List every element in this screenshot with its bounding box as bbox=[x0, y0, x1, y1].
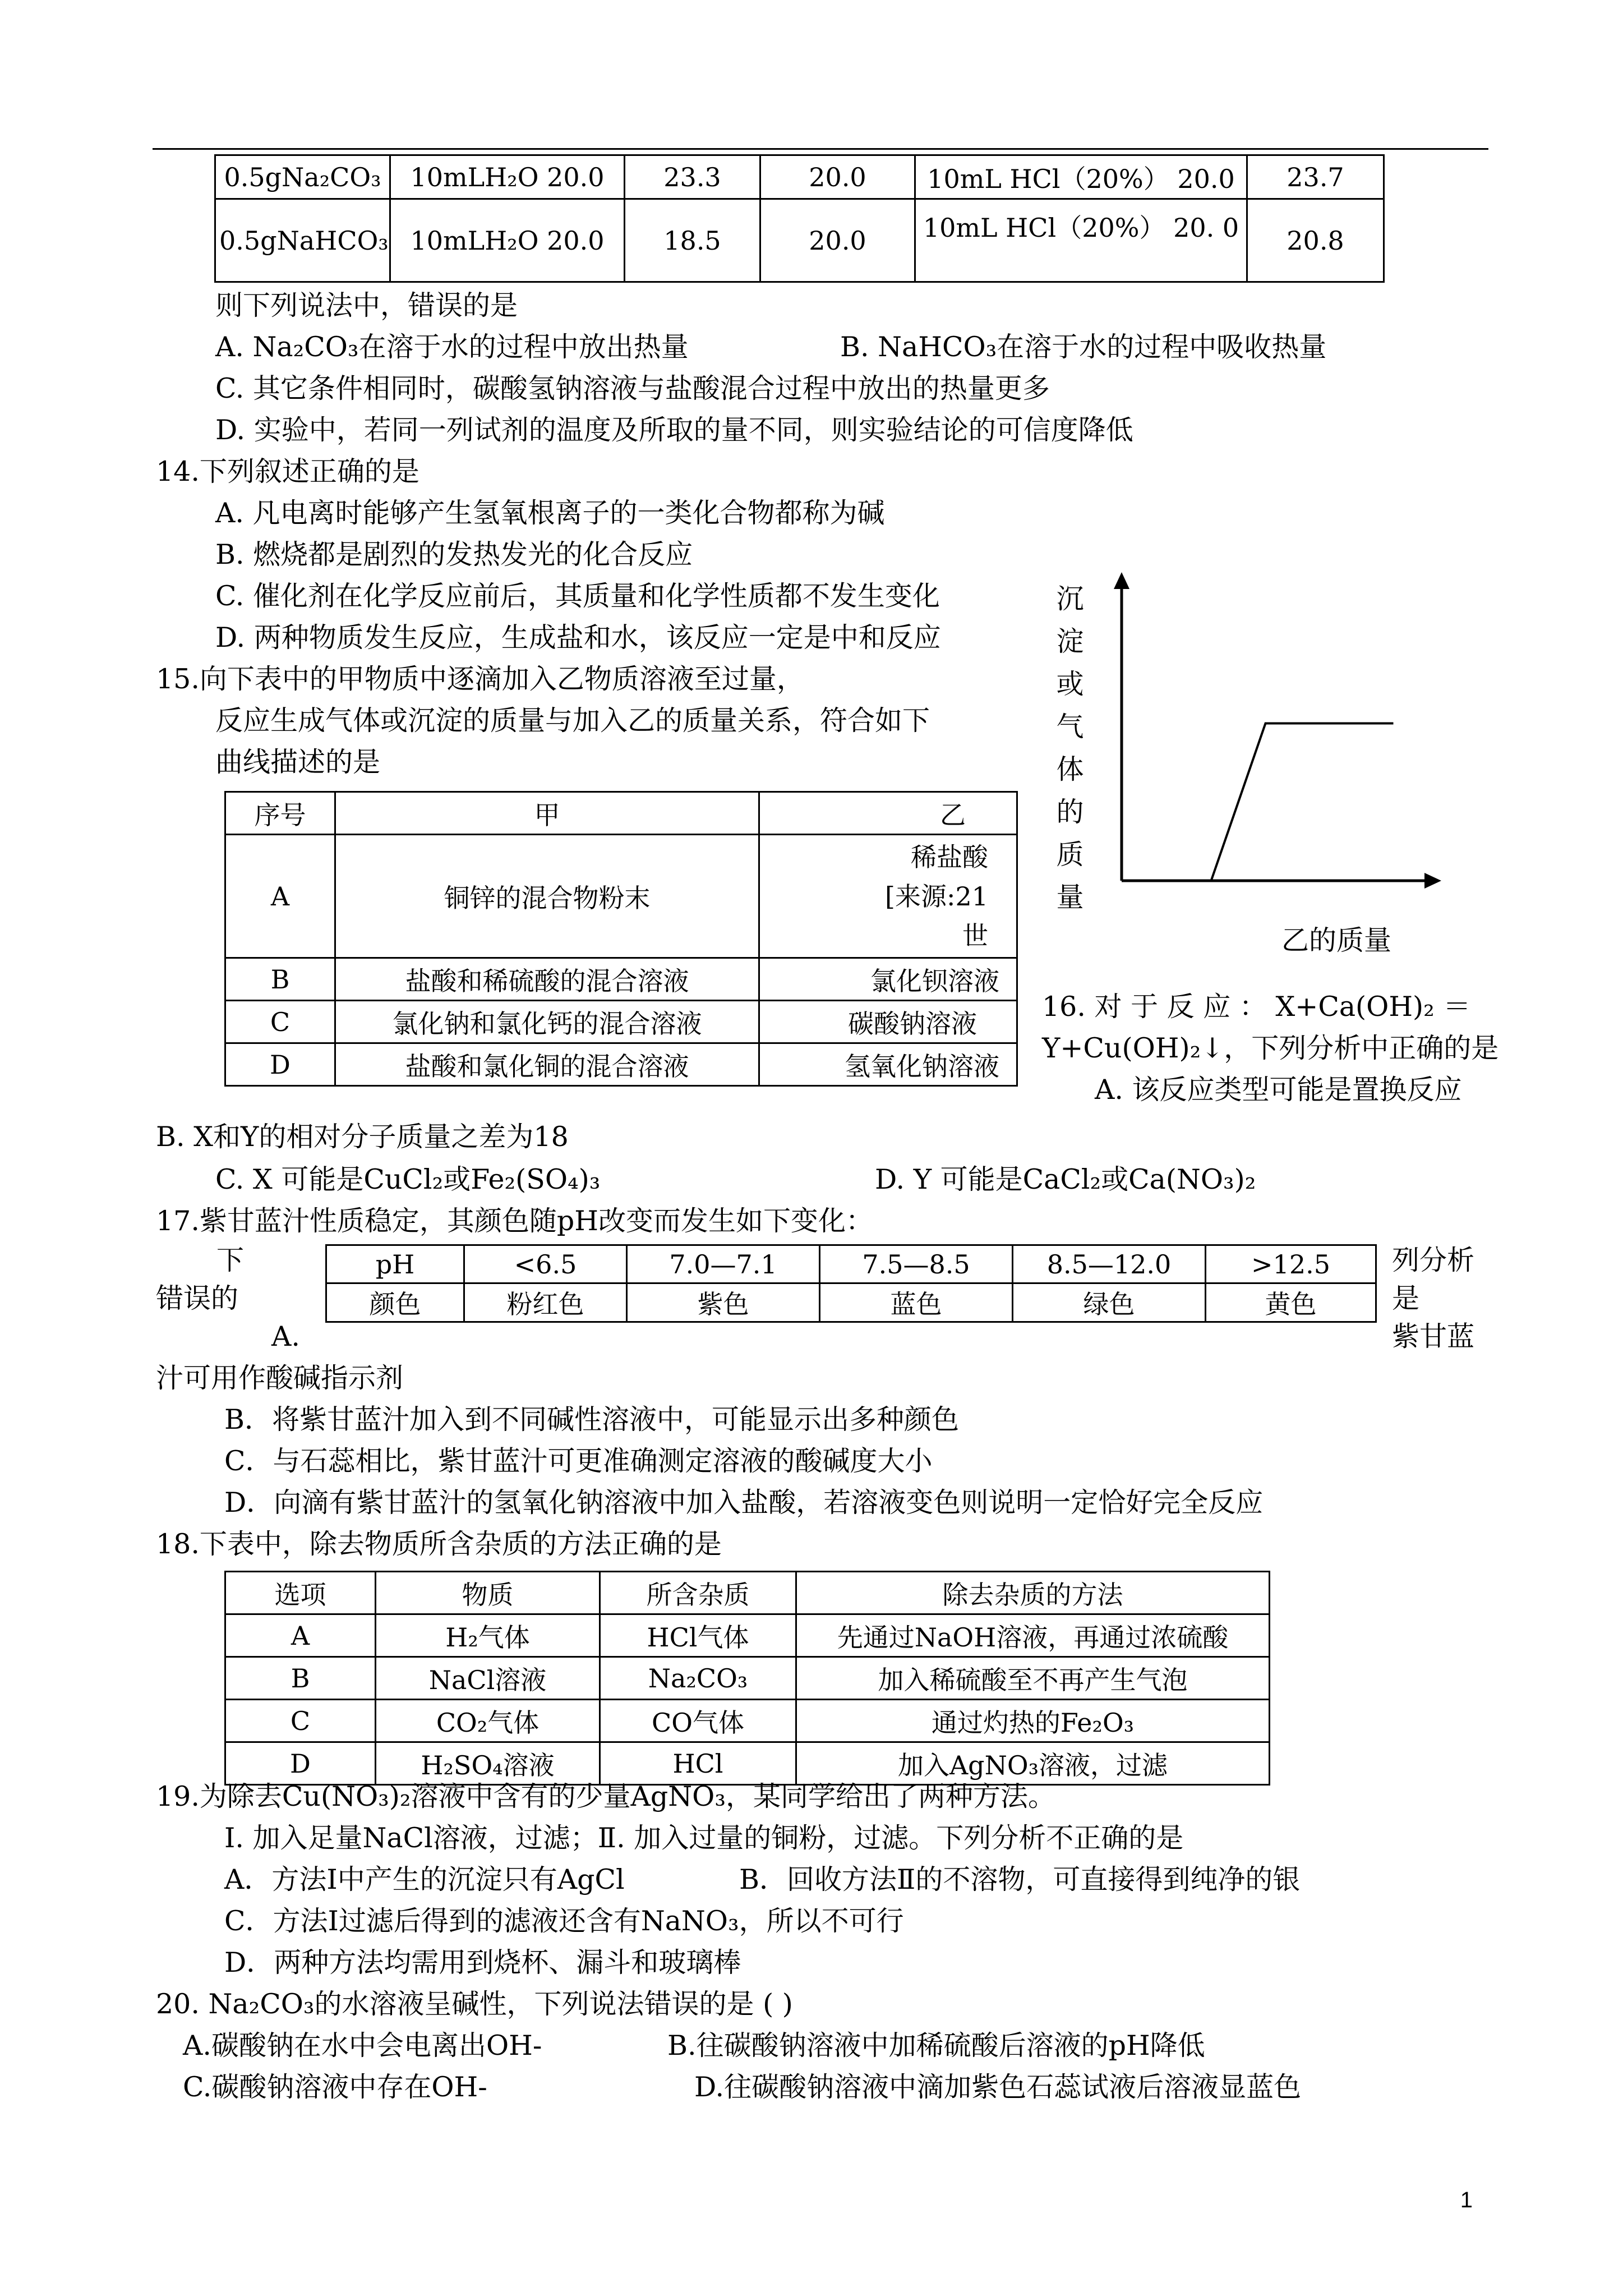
table-cell: B bbox=[225, 958, 335, 1001]
table-row bbox=[225, 1614, 1270, 1657]
table-cell: 20.0 bbox=[760, 155, 915, 199]
q16-line1: 16. 对 于 反 应 ： X+Ca(OH)₂ ＝ bbox=[1042, 991, 1471, 1023]
table-cell: <6.5 bbox=[464, 1245, 627, 1283]
q14-option-c: C. 催化剂在化学反应前后，其质量和化学性质都不发生变化 bbox=[215, 580, 940, 612]
table-row bbox=[326, 1283, 1376, 1322]
q20-stem: 20. Na₂CO₃的水溶液呈碱性，下列说法错误的是 ( ) bbox=[156, 1988, 793, 2020]
table-cell: B bbox=[225, 1657, 376, 1700]
table-row bbox=[225, 1657, 1270, 1700]
q17-left-fragment: 错误的 bbox=[156, 1282, 239, 1314]
q20-option-b: B.往碳酸钠溶液中加稀硫酸后溶液的pH降低 bbox=[667, 2030, 1205, 2062]
table-cell: 23.3 bbox=[625, 155, 760, 199]
table-cell: 黄色 bbox=[1206, 1283, 1376, 1322]
table-header: 序号 bbox=[225, 792, 335, 835]
table-cell: H₂气体 bbox=[376, 1614, 600, 1657]
table-cell: HCl bbox=[600, 1742, 796, 1785]
table-row bbox=[225, 1572, 1270, 1614]
table-cell: 0.5gNa₂CO₃ bbox=[215, 155, 390, 199]
chart-ylabel-char: 沉 bbox=[1056, 583, 1084, 615]
q15-line1: 15.向下表中的甲物质中逐滴加入乙物质溶液至过量， bbox=[156, 663, 804, 695]
table-cell: 颜色 bbox=[326, 1283, 464, 1322]
q16-option-a: A. 该反应类型可能是置换反应 bbox=[1095, 1074, 1462, 1106]
table-cell: 粉红色 bbox=[464, 1283, 627, 1322]
table-cell: D bbox=[225, 1043, 335, 1086]
table-row bbox=[225, 1700, 1270, 1742]
q17-option-a-cont: 汁可用作酸碱指示剂 bbox=[156, 1362, 404, 1394]
table-cell: D bbox=[225, 1742, 376, 1785]
table-cell: CO气体 bbox=[600, 1700, 796, 1742]
table-cell: 碳酸钠溶液 bbox=[759, 1001, 1017, 1043]
table-cell: A bbox=[225, 1614, 376, 1657]
chart-ylabel-char: 淀 bbox=[1056, 625, 1084, 657]
q13-option-c: C. 其它条件相同时，碳酸氢钠溶液与盐酸混合过程中放出的热量更多 bbox=[215, 372, 1050, 404]
q17-left-fragment: A. bbox=[271, 1320, 300, 1352]
table-row bbox=[225, 792, 1017, 835]
q17-right-fragment: 紫甘蓝 bbox=[1392, 1320, 1475, 1352]
q14-stem: 14.下列叙述正确的是 bbox=[156, 455, 419, 487]
q18-stem: 18.下表中，除去物质所含杂质的方法正确的是 bbox=[156, 1528, 722, 1560]
table-cell: 10mL HCl（20%） 20.0 bbox=[915, 155, 1247, 199]
table-cell: 7.5—8.5 bbox=[820, 1245, 1013, 1283]
table-cell: H₂SO₄溶液 bbox=[376, 1742, 600, 1785]
series-line bbox=[1122, 724, 1394, 881]
q20-option-c: C.碳酸钠溶液中存在OH- bbox=[183, 2071, 487, 2103]
table-cell: pH bbox=[326, 1245, 464, 1283]
table-cell: 7.0—7.1 bbox=[627, 1245, 820, 1283]
q17-table bbox=[325, 1244, 1377, 1323]
table-row bbox=[225, 835, 1017, 958]
q15-line2: 反应生成气体或沉淀的质量与加入乙的质量关系，符合如下 bbox=[215, 705, 930, 737]
chart-ylabel-char: 量 bbox=[1056, 881, 1084, 913]
table-cell: 氢氧化钠溶液 bbox=[759, 1043, 1017, 1086]
q18-table bbox=[224, 1571, 1270, 1786]
chart-ylabel-char: 质 bbox=[1056, 839, 1084, 871]
q17-option-c: C．与石蕊相比，紫甘蓝汁可更准确测定溶液的酸碱度大小 bbox=[224, 1445, 933, 1477]
table-cell: Na₂CO₃ bbox=[600, 1657, 796, 1700]
table-cell: 稀盐酸 [来源:21 世 bbox=[759, 835, 1017, 958]
experiment-table bbox=[214, 154, 1385, 283]
chart-plot bbox=[1114, 572, 1441, 889]
table-cell: 铜锌的混合物粉末 bbox=[335, 835, 759, 958]
table-cell: C bbox=[225, 1700, 376, 1742]
table-cell: 蓝色 bbox=[820, 1283, 1013, 1322]
header-rule bbox=[153, 148, 1488, 150]
q15-line3: 曲线描述的是 bbox=[215, 746, 381, 778]
chart-ylabel-char: 或 bbox=[1056, 668, 1084, 700]
table-cell: 通过灼热的Fe₂O₃ bbox=[796, 1700, 1270, 1742]
table-cell: 绿色 bbox=[1013, 1283, 1206, 1322]
q19-option-c: C．方法Ⅰ过滤后得到的滤液还含有NaNO₃，所以不可行 bbox=[224, 1905, 904, 1937]
table-row bbox=[215, 155, 1384, 199]
table-cell: 氯化钠和氯化钙的混合溶液 bbox=[335, 1001, 759, 1043]
page-number: 1 bbox=[1460, 2188, 1473, 2212]
table-cell: 加入稀硫酸至不再产生气泡 bbox=[796, 1657, 1270, 1700]
table-row bbox=[215, 199, 1384, 282]
table-cell: 紫色 bbox=[627, 1283, 820, 1322]
table-row bbox=[225, 958, 1017, 1001]
table-row bbox=[225, 1001, 1017, 1043]
table-cell: CO₂气体 bbox=[376, 1700, 600, 1742]
q13-option-d: D. 实验中，若同一列试剂的温度及所取的量不同，则实验结论的可信度降低 bbox=[215, 414, 1133, 446]
table-header: 除去杂质的方法 bbox=[796, 1572, 1270, 1614]
q19-line2: Ⅰ. 加入足量NaCl溶液，过滤；Ⅱ. 加入过量的铜粉，过滤。下列分析不正确的是 bbox=[224, 1822, 1184, 1854]
chart-xlabel: 乙的质量 bbox=[1281, 924, 1392, 956]
q13-option-a: A. Na₂CO₃在溶于水的过程中放出热量 bbox=[215, 331, 689, 363]
chart-ylabel-char: 气 bbox=[1056, 711, 1084, 743]
table-cell: 盐酸和氯化铜的混合溶液 bbox=[335, 1043, 759, 1086]
q14-option-b: B. 燃烧都是剧烈的发热发光的化合反应 bbox=[215, 539, 693, 570]
table-cell: 10mLH₂O 20.0 bbox=[390, 155, 625, 199]
table-header: 乙 bbox=[759, 792, 1017, 835]
chart-ylabel-char: 的 bbox=[1056, 796, 1084, 828]
q20-option-d: D.往碳酸钠溶液中滴加紫色石蕊试液后溶液显蓝色 bbox=[694, 2071, 1302, 2103]
table-cell: A bbox=[225, 835, 335, 958]
table-row bbox=[225, 1043, 1017, 1086]
table-cell: 18.5 bbox=[625, 199, 760, 282]
table-cell: 加入AgNO₃溶液，过滤 bbox=[796, 1742, 1270, 1785]
q15-table bbox=[224, 791, 1018, 1087]
q14-option-d: D. 两种物质发生反应，生成盐和水，该反应一定是中和反应 bbox=[215, 622, 941, 654]
q19-option-a: A．方法Ⅰ中产生的沉淀只有AgCl bbox=[224, 1864, 625, 1895]
table-cell: 20.8 bbox=[1247, 199, 1384, 282]
q17-stem: 17.紫甘蓝汁性质稳定，其颜色随pH改变而发生如下变化： bbox=[156, 1205, 874, 1237]
table-cell: 20.0 bbox=[760, 199, 915, 282]
q13-stem: 则下列说法中，错误的是 bbox=[215, 289, 518, 321]
chart bbox=[1049, 561, 1453, 954]
q19-stem: 19.为除去Cu(NO₃)₂溶液中含有的少量AgNO₃，某同学给出了两种方法。 bbox=[156, 1780, 1055, 1812]
table-cell: 先通过NaOH溶液，再通过浓硫酸 bbox=[796, 1614, 1270, 1657]
table-cell: 23.7 bbox=[1247, 155, 1384, 199]
table-cell: NaCl溶液 bbox=[376, 1657, 600, 1700]
q20-option-a: A.碳酸钠在水中会电离出OH- bbox=[183, 2030, 542, 2062]
y-axis-arrow bbox=[1114, 572, 1129, 589]
table-header: 物质 bbox=[376, 1572, 600, 1614]
table-cell: 8.5—12.0 bbox=[1013, 1245, 1206, 1283]
table-cell: 0.5gNaHCO₃ bbox=[215, 199, 390, 282]
table-row bbox=[326, 1245, 1376, 1283]
x-axis-arrow bbox=[1424, 873, 1441, 889]
table-header: 选项 bbox=[225, 1572, 376, 1614]
table-cell: 盐酸和稀硫酸的混合溶液 bbox=[335, 958, 759, 1001]
table-cell: HCl气体 bbox=[600, 1614, 796, 1657]
q13-option-b: B. NaHCO₃在溶于水的过程中吸收热量 bbox=[840, 331, 1327, 363]
q17-option-d: D．向滴有紫甘蓝汁的氢氧化钠溶液中加入盐酸，若溶液变色则说明一定恰好完全反应 bbox=[224, 1487, 1264, 1519]
table-header: 甲 bbox=[335, 792, 759, 835]
q16-line2: Y+Cu(OH)₂↓，下列分析中正确的是 bbox=[1042, 1032, 1499, 1064]
q17-right-fragment: 列分析 bbox=[1392, 1244, 1475, 1276]
q16-option-c: C. X 可能是CuCl₂或Fe₂(SO₄)₃ bbox=[215, 1163, 601, 1195]
q17-right-fragment: 是 bbox=[1392, 1282, 1420, 1314]
q17-left-fragment: 下 bbox=[216, 1244, 245, 1276]
q14-option-a: A. 凡电离时能够产生氢氧根离子的一类化合物都称为碱 bbox=[215, 497, 885, 529]
table-header: 所含杂质 bbox=[600, 1572, 796, 1614]
table-cell: >12.5 bbox=[1206, 1245, 1376, 1283]
table-cell: 10mLH₂O 20.0 bbox=[390, 199, 625, 282]
table-cell: 氯化钡溶液 bbox=[759, 958, 1017, 1001]
table-cell: 10mL HCl（20%） 20. 0 bbox=[915, 199, 1247, 282]
chart-ylabel-char: 体 bbox=[1056, 753, 1084, 785]
q16-option-d: D. Y 可能是CaCl₂或Ca(NO₃)₂ bbox=[875, 1163, 1256, 1195]
q19-option-b: B．回收方法Ⅱ的不溶物，可直接得到纯净的银 bbox=[739, 1864, 1301, 1895]
q16-option-b: B. X和Y的相对分子质量之差为18 bbox=[156, 1121, 569, 1153]
q17-option-b: B．将紫甘蓝汁加入到不同碱性溶液中，可能显示出多种颜色 bbox=[224, 1404, 960, 1435]
q19-option-d: D．两种方法均需用到烧杯、漏斗和玻璃棒 bbox=[224, 1947, 741, 1978]
table-cell: C bbox=[225, 1001, 335, 1043]
